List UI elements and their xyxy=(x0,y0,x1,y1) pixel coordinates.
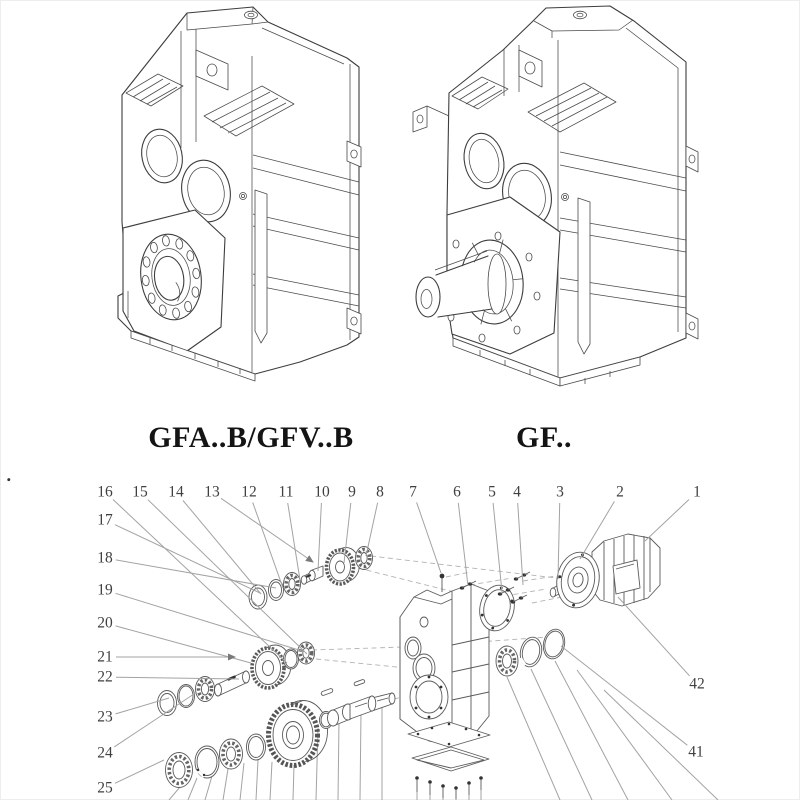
leader-line-18 xyxy=(116,560,276,588)
leader-line-41 xyxy=(561,646,687,745)
leader-line-13 xyxy=(221,498,313,562)
callout-number-22: 22 xyxy=(97,668,113,686)
mid-gear xyxy=(252,645,291,688)
callout-number-3: 3 xyxy=(556,483,564,501)
input-bearing-rear xyxy=(356,547,373,570)
hollow-shaft-boss xyxy=(123,210,225,351)
top-screw xyxy=(440,574,445,579)
leader-line-22 xyxy=(116,677,239,679)
callout-number-10: 10 xyxy=(314,483,330,501)
input-shaft-assembly xyxy=(249,547,373,610)
out-bearing xyxy=(220,739,243,769)
leader-line-10 xyxy=(318,503,321,571)
callout-number-1: 1 xyxy=(693,483,701,501)
gear-housing xyxy=(400,574,489,744)
bottom-cover xyxy=(412,747,489,771)
callout-number-19: 19 xyxy=(97,581,113,599)
callout-number-13: 13 xyxy=(204,483,220,501)
callout-number-8: 8 xyxy=(376,483,384,501)
leader-line-42 xyxy=(618,597,690,676)
out-shaft xyxy=(350,693,395,719)
output-bearing xyxy=(496,646,518,676)
callout-number-21: 21 xyxy=(97,648,113,666)
mid-washer xyxy=(284,649,299,669)
out-main-gear xyxy=(269,701,328,766)
leader-line-5 xyxy=(493,503,502,592)
callout-number-23: 23 xyxy=(97,708,113,726)
out-circlip xyxy=(195,746,219,778)
leader-line-12 xyxy=(253,502,283,588)
callout-number-16: 16 xyxy=(97,483,113,501)
leader-line-3 xyxy=(558,503,560,579)
callout-number-4: 4 xyxy=(513,483,521,501)
gearbox-right-drawing xyxy=(413,6,698,386)
leader-line-7 xyxy=(417,502,441,573)
motor-terminal-box xyxy=(613,560,640,594)
callout-number-14: 14 xyxy=(168,483,184,501)
shaft-keys xyxy=(321,679,366,696)
leader-line-25 xyxy=(115,760,164,783)
callout-number-18: 18 xyxy=(97,549,113,567)
callout-number-25: 25 xyxy=(97,779,113,797)
out-roller-bearing xyxy=(166,753,193,788)
cover-bolts xyxy=(415,776,483,799)
output-shim-ring xyxy=(541,627,568,661)
callout-number-15: 15 xyxy=(132,483,148,501)
input-bearing-front xyxy=(284,573,301,596)
callout-number-41: 41 xyxy=(688,743,704,761)
callout-number-5: 5 xyxy=(488,483,496,501)
callout-number-7: 7 xyxy=(409,483,417,501)
leader-line-8 xyxy=(366,503,378,556)
input-pinion-shaft xyxy=(301,566,323,584)
callout-number-9: 9 xyxy=(348,483,356,501)
leader-line-24 xyxy=(114,692,197,747)
exploded-parts-diagram xyxy=(2,452,718,800)
mid-bearing-front xyxy=(196,677,215,702)
callout-number-11: 11 xyxy=(278,483,294,501)
mid-ring xyxy=(178,685,195,708)
callout-number-17: 17 xyxy=(97,511,113,529)
callout-number-12: 12 xyxy=(241,483,257,501)
leader-line-11 xyxy=(288,503,300,580)
leader-line-17 xyxy=(115,525,260,593)
left-figure-label: GFA..B/GFV..B xyxy=(148,421,354,454)
callout-number-42: 42 xyxy=(689,675,705,693)
gearbox-left-drawing xyxy=(118,7,361,381)
leader-line-15 xyxy=(148,500,307,654)
right-figure-label: GF.. xyxy=(516,421,572,454)
callout-number-24: 24 xyxy=(97,744,113,762)
output-circlip xyxy=(518,635,545,669)
callout-number-6: 6 xyxy=(453,483,461,501)
leader-line-1 xyxy=(645,500,689,542)
out-washer xyxy=(247,734,266,760)
leader-line-4 xyxy=(518,503,523,585)
input-gear xyxy=(327,548,360,585)
leader-line-14 xyxy=(183,501,261,595)
callout-number-2: 2 xyxy=(616,483,624,501)
callout-number-20: 20 xyxy=(97,614,113,632)
mid-keyed-shaft xyxy=(215,671,250,696)
